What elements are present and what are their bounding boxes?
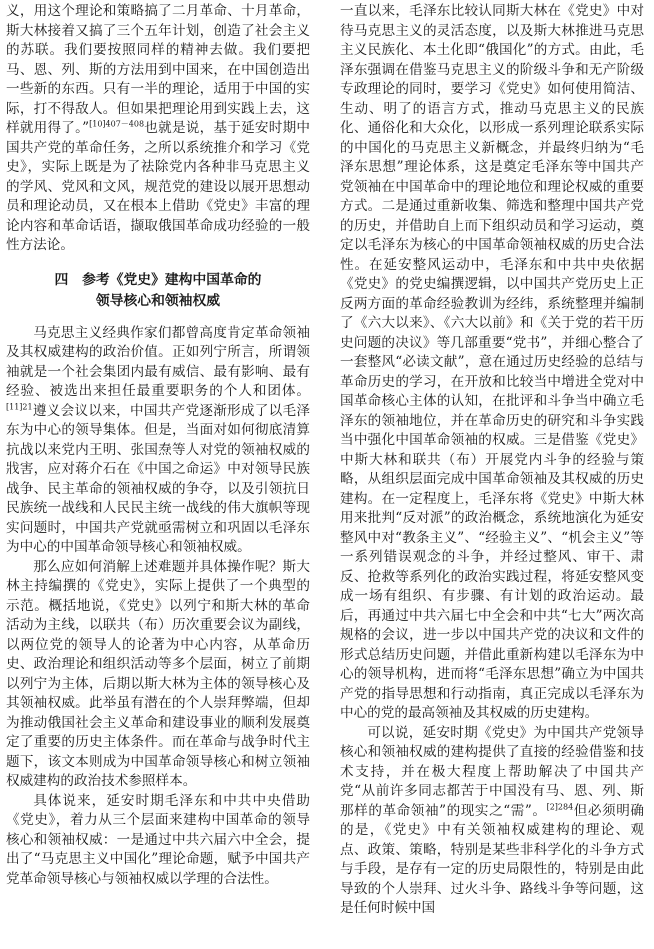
paragraph-text: 也就是说，基于延安时期中国共产党的革命任务，之所以系统推介和学习《党史》，实际上既是为了祛除党内各种非马克思主义的学风、党风和文风，规范党的建设以展开思想动员和理论动员，又在根本上借助《党史》丰富的理论内容和革命话语，撷取俄国革命成功经验的一般性方法论。 [6,120,310,253]
section-heading-line-1: 四 参考《党史》建构中国革命的 [54,271,262,288]
right-column [340,2,644,919]
citation-ref: [10]407－408 [89,119,145,129]
paragraph-text: 但必须明确的是，《党史》中有关领袖权威建构的理论、观点、政策、策略，特别是某些非科学化的斗争方式与手段，是存有一定的历史局限性的，特别是由此导致的个人崇拜、过火斗争、路线斗争等问题，这是任何时候中国 [340,802,644,916]
paragraph: 具体说来，延安时期毛泽东和中共中央借助《党史》，着力从三个层面来建构中国革命的领导核心和领袖权威：一是通过中共六届六中全会，提出了“马克思主义中国化”理论命题，赋予中国共产党革命领导核心与领袖权威以学理的合法性。 [6,792,310,887]
paragraph-text: 遵义会议以来，中国共产党逐渐形成了以毛泽东为中心的领导集体。但是，当面对如何彻底清算抗战以来党内王明、张国焘等人对党的领袖权威的戕害，应对蒋介石在《中国之命运》中对领导民族战争、民主革命的领袖权威的争夺，以及引领抗日民族统一战线和人民民主统一战线的伟大旗帜等现实问题时，中国共产党就亟需树立和巩固以毛泽东为中心的中国革命领导核心和领袖权威。 [6,402,310,555]
paragraph [6,324,310,558]
left-column [6,2,310,889]
paragraph-continued: 一直以来，毛泽东比较认同斯大林在《党史》中对待马克思主义的灵活态度，以及斯大林推进马克思主义民族化、本土化即“俄国化”的方式。由此，毛泽东强调在借鉴马克思主义的阶级斗争和无产阶级专政理论的同时，要学习《党史》如何使用简洁、生动、明了的语言方式，推动马克思主义的民族化、通俗化和大众化，以形成一系列理论联系实际的中国化的马克思主义新概念，并最终归纳为“毛泽东思想”理论体系，这是奠定毛泽东等中国共产党领袖在中国革命中的理论地位和理论权威的重要方式。二是通过重新收集、筛选和整理中国共产党的历史，并借助自上而下组织动员和学习运动，奠定以毛泽东为核心的中国革命领袖权威的历史合法性。在延安整风运动中，毛泽东和中共中央依据《党史》的党史编撰逻辑，以中国共产党历史上正反两方面的革命经验教训为经纬，系统整理并编制了《六大以来》、《六大以前》和《关于党的若干历史问题的决议》等几部重要“党书”，并细心整合了一套整风“必读文献”，意在通过历史经验的总结与革命历史的学习，在开放和比较当中增进全党对中国革命核心主体的认知，在批评和斗争当中确立毛泽东的领袖地位，并在革命历史的研究和斗争实践当中强化中国革命领袖的权威。三是借鉴《党史》中斯大林和联共（布）开展党内斗争的经验与策略，从组织层面完成中国革命领袖及其权威的历史建构。在一定程度上，毛泽东将《党史》中斯大林用来批判“反对派”的政治概念，系统地演化为延安整风中对“教条主义”、“经验主义”、“机会主义”等一系列错误观念的斗争，并经过整风、审干、肃反、抢救等系列化的政治实践过程，将延安整风变成一场有组织、有步骤、有计划的政治运动。最后，再通过中共六届七中全会和中共“七大”两次高规格的会议，进一步以中国共产党的决议和文件的形式总结历史问题，并借此重新构建以毛泽东为中心的领导机构，进而将“毛泽东思想”确立为中国共产党的指导思想和行动指南，真正完成以毛泽东为中心的党的最高领袖及其权威的历史建构。 [340,3,644,721]
citation-ref: [2]284 [546,801,574,811]
paragraph-text: 义，用这个理论和策略搞了二月革命、十月革命，斯大林接着又搞了三个五年计划，创造了社会主义的苏联。我们要按照同样的精神去做。我们要把马、恩、列、斯的方法用到中国来，在中国创造出一些新的东西。只有一半的理论，适用于中国的实际，打不得敌人。但如果把理论用到实践上去，这样就用得了。” [6,3,310,136]
paragraph [340,724,644,919]
paragraph: 那么应如何消解上述难题并具体操作呢？斯大林主持编撰的《党史》，实际上提供了一个典型的示范。概括地说，《党史》以列宁和斯大林的革命活动为主线，以联共（布）历次重要会议为副线，以两位党的领导人的论著为中心内容，从革命历史、政治理论和组织活动等多个层面，树立了前期以列宁为主体，后期以斯大林为主体的领导核心及其领袖权威。此举虽有潜在的个人崇拜弊端，但却为推动俄国社会主义革命和建设事业的顺利发展奠定了重要的历史主体条件。而在革命与战争时代主题下，该文本则成为中国革命领导核心和树立领袖权威建构的政治技术参照样本。 [6,558,310,789]
citation-ref: [11]21 [6,401,33,411]
section-heading [6,270,310,312]
paragraph-text: 可以说，延安时期《党史》为中国共产党领导核心和领袖权威的建构提供了直接的经验借鉴和技术支持，并在极大程度上帮助解决了中国共产党“从前许多同志都苦于中国没有马、恩、列、斯那样的革命领袖”的现实之“需”。 [340,724,644,819]
paragraph-text: 马克思主义经典作家们都曾高度肯定革命领袖及其权威建构的政治价值。正如列宁所言，所谓领袖就是一个社会集团内最有威信、最有影响、最有经验、被选出来担任最重要职务的个人和团体。 [6,324,310,399]
section-heading-line-2: 领导核心和领袖权威 [95,292,221,309]
paragraph-continued [6,2,310,256]
